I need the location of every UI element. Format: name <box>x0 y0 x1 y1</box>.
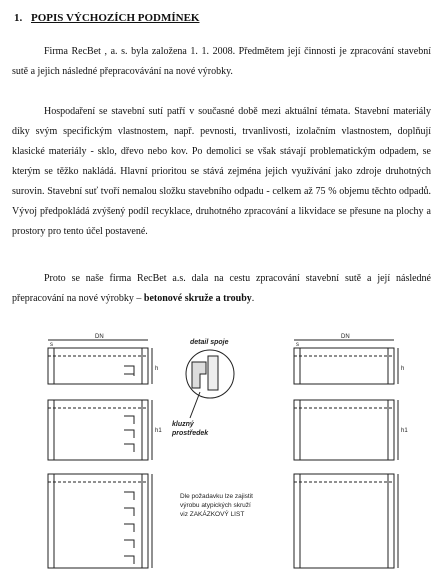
h-label-left: h <box>155 366 159 372</box>
paragraph-products-bold: betonové skruže a trouby <box>143 293 252 304</box>
right-ring-medium <box>294 400 394 460</box>
s-label-right: s <box>296 342 299 348</box>
h1-label-right: h1 <box>401 428 408 434</box>
section-heading <box>14 12 199 24</box>
left-ring-tall <box>48 474 148 568</box>
sliding-label-2: prostředek <box>172 430 209 437</box>
h1-label-left: h1 <box>155 428 162 434</box>
detail-label: detail spoje <box>190 339 229 346</box>
dn-label-left: DN <box>95 334 104 340</box>
sliding-label-1: kluzný <box>172 421 194 428</box>
left-ring-short <box>48 348 148 384</box>
paragraph-intro: Firma RecBet , a. s. byla založena 1. 1. 2008. Předmětem její činnosti je zpracování stavební sutě a jejich následné přepracovávání na nové výrobky. <box>12 46 431 77</box>
right-ring-tall <box>294 474 394 568</box>
technical-drawing <box>40 332 420 572</box>
section-number: 1. <box>14 12 23 24</box>
dn-label-right: DN <box>341 334 350 340</box>
paragraph-waste: Hospodaření se stavební sutí patří v současné době mezi aktuální témata. Stavební materiály díky svým specifickým vlastnostem, např. pevnosti, trvanlivosti, izolačním vlastnostem, doplňují klasické materiály - sklo, dřevo nebo kov. Po demolici se však stávají problematickým odpadem, se kterým se těžko nakládá. Hlavní prioritou se stává zejména jejich využívání jako zdroje druhotných surovin. Stavební suť tvoří nemalou složku stavebního odpadu - celkem až 75 % objemu těchto odpadů. Vývoj předpokládá zvýšený podíl recyklace, druhotného zpracování a likvidace se přesune na plochy a prostory pro tento účel postavené. <box>12 106 431 237</box>
h-label-right: h <box>401 366 405 372</box>
paragraph-products-end: . <box>251 293 255 304</box>
note-line-3: viz ZAKÁZKOVÝ LIST <box>180 511 245 518</box>
paragraph-products-start: Proto se naše firma RecBet a.s. dala na cestu zpracování stavební sutě a její následné přepracování na nové výrobky – <box>12 273 431 304</box>
section-title: POPIS VÝCHOZÍCH PODMÍNEK <box>31 12 200 24</box>
note-line-1: Dle požadavku lze zajistit <box>180 493 253 500</box>
joint-detail <box>186 350 234 418</box>
left-ring-medium <box>48 400 148 460</box>
paragraph-products <box>12 269 431 309</box>
right-ring-short <box>294 348 394 384</box>
s-label-left: s <box>50 342 53 348</box>
note-line-2: výrobu atypických skruží <box>180 502 251 509</box>
